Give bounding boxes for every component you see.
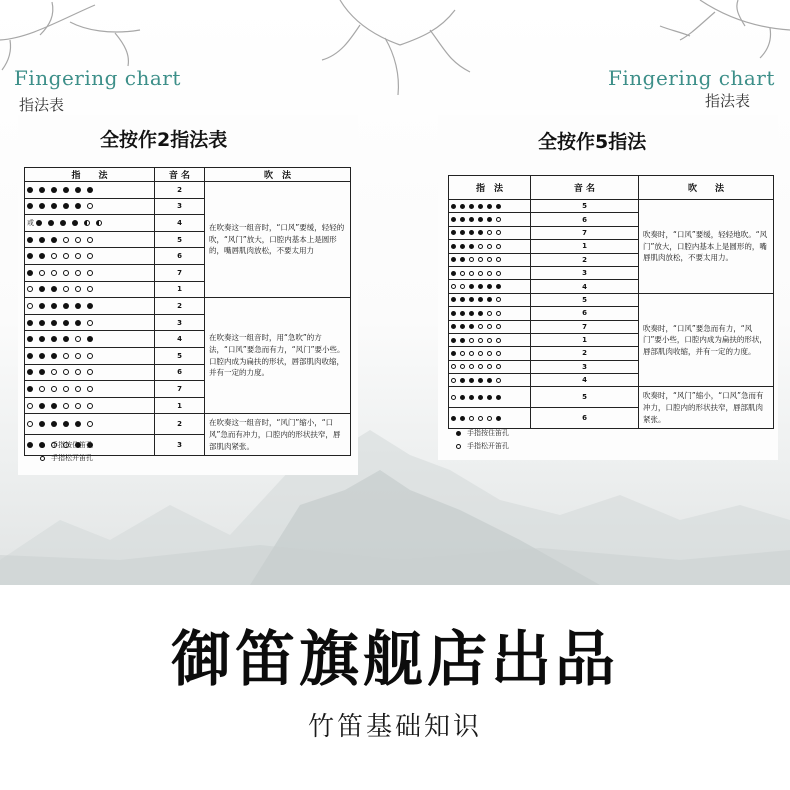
- closed-hole-icon: [478, 230, 483, 235]
- note-cell: 3: [155, 198, 205, 215]
- open-hole-icon: [460, 351, 465, 356]
- closed-hole-icon: [75, 203, 81, 209]
- open-hole-icon: [478, 416, 483, 421]
- closed-hole-icon: [496, 416, 501, 421]
- fingering-cell: [25, 347, 155, 364]
- fingering-cell: [449, 280, 531, 293]
- legend-closed-label: 手指按住笛孔: [467, 429, 509, 437]
- col-header-note: 音 名: [531, 176, 639, 200]
- open-hole-icon: [496, 297, 501, 302]
- note-cell: 5: [155, 231, 205, 248]
- note-cell: 7: [155, 264, 205, 281]
- note-cell: 4: [155, 215, 205, 232]
- note-cell: 5: [155, 347, 205, 364]
- open-hole-icon: [87, 403, 93, 409]
- closed-hole-icon: [478, 311, 483, 316]
- closed-hole-icon: [63, 187, 69, 193]
- closed-hole-icon: [451, 271, 456, 276]
- note-cell: 6: [531, 307, 639, 320]
- open-hole-icon: [87, 369, 93, 375]
- open-hole-icon: [27, 286, 33, 292]
- open-hole-icon: [496, 271, 501, 276]
- fingering-cell: [449, 226, 531, 239]
- fingering-cell: [449, 320, 531, 333]
- open-hole-icon: [456, 444, 461, 449]
- note-cell: 2: [531, 253, 639, 266]
- closed-hole-icon: [460, 217, 465, 222]
- closed-hole-icon: [496, 284, 501, 289]
- legend-closed-label: 手指按住笛孔: [51, 441, 93, 449]
- closed-hole-icon: [460, 395, 465, 400]
- half-hole-icon: [96, 220, 102, 226]
- open-hole-icon: [496, 217, 501, 222]
- right-legend: [456, 427, 509, 453]
- closed-hole-icon: [27, 386, 33, 392]
- closed-hole-icon: [39, 187, 45, 193]
- open-hole-icon: [75, 336, 81, 342]
- open-hole-icon: [87, 353, 93, 359]
- note-cell: 6: [531, 408, 639, 429]
- closed-hole-icon: [72, 220, 78, 226]
- open-hole-icon: [87, 286, 93, 292]
- fingering-cell: [25, 248, 155, 265]
- open-hole-icon: [487, 416, 492, 421]
- open-hole-icon: [51, 386, 57, 392]
- closed-hole-icon: [460, 204, 465, 209]
- fingering-cell: [25, 298, 155, 315]
- note-cell: 6: [155, 248, 205, 265]
- closed-hole-icon: [456, 431, 461, 436]
- closed-hole-icon: [75, 320, 81, 326]
- note-cell: 7: [531, 226, 639, 239]
- left-legend: [40, 439, 93, 465]
- closed-hole-icon: [39, 369, 45, 375]
- fingering-cell: [25, 264, 155, 281]
- note-cell: 4: [155, 331, 205, 348]
- open-hole-icon: [75, 253, 81, 259]
- shop-title: 御笛旗舰店出品: [171, 625, 619, 695]
- blow-description: 在吹奏这一组音时，“风门”缩小，“口风”急而有冲力，口腔内的形状扶窄，唇部肌肉紧张。: [205, 414, 351, 456]
- open-hole-icon: [75, 369, 81, 375]
- open-hole-icon: [478, 271, 483, 276]
- half-hole-icon: [84, 220, 90, 226]
- closed-hole-icon: [51, 403, 57, 409]
- closed-hole-icon: [460, 311, 465, 316]
- fingering-cell: [25, 331, 155, 348]
- open-hole-icon: [63, 353, 69, 359]
- table-row: [449, 293, 774, 306]
- closed-hole-icon: [469, 324, 474, 329]
- note-cell: 1: [155, 397, 205, 414]
- blow-description: 在吹奏这一组音时，用“急吹”的方法，“口风”要急而有力，“风门”要小些。口腔内成为扁扶的形状，唇部肌肉收缩，并有一定的力度。: [205, 298, 351, 414]
- note-cell: 4: [531, 280, 639, 293]
- closed-hole-icon: [451, 217, 456, 222]
- tree-branches-center: [322, 0, 470, 95]
- closed-hole-icon: [469, 378, 474, 383]
- closed-hole-icon: [39, 336, 45, 342]
- closed-hole-icon: [51, 353, 57, 359]
- open-hole-icon: [51, 253, 57, 259]
- closed-hole-icon: [460, 378, 465, 383]
- col-header-note: 音 名: [155, 168, 205, 182]
- closed-hole-icon: [87, 187, 93, 193]
- open-hole-icon: [487, 257, 492, 262]
- open-hole-icon: [63, 253, 69, 259]
- closed-hole-icon: [478, 204, 483, 209]
- legend-open-label: 手指松开笛孔: [467, 442, 509, 450]
- open-hole-icon: [460, 271, 465, 276]
- closed-hole-icon: [51, 286, 57, 292]
- closed-hole-icon: [460, 297, 465, 302]
- table-row: [25, 414, 351, 435]
- note-cell: 2: [155, 414, 205, 435]
- closed-hole-icon: [460, 244, 465, 249]
- closed-hole-icon: [39, 237, 45, 243]
- blow-description: 在吹奏这一组音时，“口风”要缓，轻轻的吹，“风门”放大，口腔内基本上是圆形的，嘴唇肌肉放松，不要太用力: [205, 182, 351, 298]
- note-cell: 4: [531, 374, 639, 387]
- table-row: [25, 182, 351, 199]
- closed-hole-icon: [75, 303, 81, 309]
- closed-hole-icon: [51, 237, 57, 243]
- open-hole-icon: [469, 271, 474, 276]
- closed-hole-icon: [469, 297, 474, 302]
- open-hole-icon: [39, 386, 45, 392]
- closed-hole-icon: [39, 253, 45, 259]
- open-hole-icon: [40, 456, 45, 461]
- closed-hole-icon: [63, 320, 69, 326]
- legend-closed: [40, 439, 93, 452]
- open-hole-icon: [75, 403, 81, 409]
- closed-hole-icon: [478, 284, 483, 289]
- closed-hole-icon: [460, 230, 465, 235]
- closed-hole-icon: [36, 220, 42, 226]
- col-header-fingering: 指 法: [449, 176, 531, 200]
- right-title-en: Fingering chart: [608, 66, 775, 90]
- shop-subtitle: 竹笛基础知识: [307, 712, 482, 742]
- legend-open: [40, 452, 93, 465]
- closed-hole-icon: [63, 421, 69, 427]
- closed-hole-icon: [27, 353, 33, 359]
- closed-hole-icon: [40, 443, 45, 448]
- left-fingering-table: [24, 167, 351, 456]
- open-hole-icon: [496, 338, 501, 343]
- fingering-cell: [25, 182, 155, 199]
- open-hole-icon: [478, 351, 483, 356]
- closed-hole-icon: [460, 324, 465, 329]
- open-hole-icon: [27, 403, 33, 409]
- open-hole-icon: [469, 364, 474, 369]
- closed-hole-icon: [39, 320, 45, 326]
- fingering-cell: [25, 397, 155, 414]
- closed-hole-icon: [487, 378, 492, 383]
- open-hole-icon: [87, 270, 93, 276]
- closed-hole-icon: [469, 217, 474, 222]
- closed-hole-icon: [75, 421, 81, 427]
- open-hole-icon: [487, 271, 492, 276]
- fingering-cell: [25, 364, 155, 381]
- fingering-cell: [25, 381, 155, 398]
- open-hole-icon: [496, 364, 501, 369]
- closed-hole-icon: [451, 230, 456, 235]
- fingering-cell: [449, 266, 531, 279]
- closed-hole-icon: [451, 297, 456, 302]
- closed-hole-icon: [478, 395, 483, 400]
- col-header-blow: 吹 法: [639, 176, 774, 200]
- closed-hole-icon: [27, 270, 33, 276]
- fingering-cell: [449, 347, 531, 360]
- open-hole-icon: [487, 364, 492, 369]
- closed-hole-icon: [51, 187, 57, 193]
- open-hole-icon: [478, 257, 483, 262]
- right-chart-title: 全按作5指法: [538, 131, 647, 153]
- note-cell: 3: [531, 360, 639, 373]
- closed-hole-icon: [51, 203, 57, 209]
- table-row: [25, 298, 351, 315]
- closed-hole-icon: [39, 353, 45, 359]
- closed-hole-icon: [48, 220, 54, 226]
- closed-hole-icon: [487, 284, 492, 289]
- closed-hole-icon: [27, 187, 33, 193]
- closed-hole-icon: [451, 324, 456, 329]
- open-hole-icon: [478, 338, 483, 343]
- open-hole-icon: [487, 244, 492, 249]
- col-header-fingering: 指 法: [25, 168, 155, 182]
- note-cell: 3: [531, 266, 639, 279]
- open-hole-icon: [39, 270, 45, 276]
- table-row: [449, 387, 774, 408]
- closed-hole-icon: [39, 403, 45, 409]
- closed-hole-icon: [51, 421, 57, 427]
- open-hole-icon: [51, 369, 57, 375]
- closed-hole-icon: [478, 297, 483, 302]
- note-cell: 7: [531, 320, 639, 333]
- closed-hole-icon: [451, 244, 456, 249]
- closed-hole-icon: [478, 217, 483, 222]
- closed-hole-icon: [487, 395, 492, 400]
- legend-closed: [456, 427, 509, 440]
- open-hole-icon: [451, 364, 456, 369]
- fingering-cell: [449, 240, 531, 253]
- open-hole-icon: [75, 286, 81, 292]
- closed-hole-icon: [487, 204, 492, 209]
- closed-hole-icon: [51, 303, 57, 309]
- left-title-cn: 指法表: [19, 96, 65, 114]
- fingering-cell: [449, 200, 531, 213]
- left-chart-title: 全按作2指法表: [100, 129, 228, 151]
- closed-hole-icon: [63, 303, 69, 309]
- note-cell: 5: [531, 293, 639, 306]
- note-cell: 2: [155, 298, 205, 315]
- open-hole-icon: [487, 324, 492, 329]
- open-hole-icon: [75, 386, 81, 392]
- note-cell: 1: [531, 333, 639, 346]
- closed-hole-icon: [27, 442, 33, 448]
- note-cell: 3: [155, 435, 205, 456]
- open-hole-icon: [63, 270, 69, 276]
- open-hole-icon: [487, 351, 492, 356]
- open-hole-icon: [496, 230, 501, 235]
- closed-hole-icon: [51, 320, 57, 326]
- fingering-cell: [449, 408, 531, 429]
- closed-hole-icon: [87, 303, 93, 309]
- legend-open-label: 手指松开笛孔: [51, 454, 93, 462]
- closed-hole-icon: [27, 237, 33, 243]
- closed-hole-icon: [451, 311, 456, 316]
- closed-hole-icon: [451, 416, 456, 421]
- note-cell: 1: [155, 281, 205, 298]
- closed-hole-icon: [39, 286, 45, 292]
- open-hole-icon: [63, 403, 69, 409]
- note-cell: 6: [155, 364, 205, 381]
- open-hole-icon: [478, 244, 483, 249]
- closed-hole-icon: [27, 203, 33, 209]
- tree-branches-left: [0, 2, 140, 70]
- open-hole-icon: [496, 244, 501, 249]
- closed-hole-icon: [75, 187, 81, 193]
- closed-hole-icon: [51, 336, 57, 342]
- closed-hole-icon: [451, 351, 456, 356]
- open-hole-icon: [496, 378, 501, 383]
- open-hole-icon: [460, 284, 465, 289]
- open-hole-icon: [87, 253, 93, 259]
- closed-hole-icon: [469, 244, 474, 249]
- closed-hole-icon: [63, 336, 69, 342]
- open-hole-icon: [75, 270, 81, 276]
- note-cell: 5: [531, 200, 639, 213]
- fingering-cell: [449, 213, 531, 226]
- fingering-cell: [25, 314, 155, 331]
- fingering-cell: [449, 333, 531, 346]
- right-chart-sheet: [438, 115, 778, 460]
- open-hole-icon: [87, 320, 93, 326]
- closed-hole-icon: [27, 253, 33, 259]
- closed-hole-icon: [496, 395, 501, 400]
- note-cell: 2: [531, 347, 639, 360]
- closed-hole-icon: [469, 230, 474, 235]
- fingering-cell: [25, 198, 155, 215]
- closed-hole-icon: [496, 204, 501, 209]
- open-hole-icon: [478, 364, 483, 369]
- open-hole-icon: [63, 237, 69, 243]
- open-hole-icon: [460, 364, 465, 369]
- note-cell: 3: [155, 314, 205, 331]
- open-hole-icon: [63, 369, 69, 375]
- closed-hole-icon: [460, 338, 465, 343]
- closed-hole-icon: [39, 203, 45, 209]
- col-header-blow: 吹 法: [205, 168, 351, 182]
- table-row: [449, 200, 774, 213]
- open-hole-icon: [87, 421, 93, 427]
- closed-hole-icon: [27, 369, 33, 375]
- open-hole-icon: [496, 257, 501, 262]
- open-hole-icon: [87, 386, 93, 392]
- open-hole-icon: [469, 351, 474, 356]
- right-fingering-table: [448, 175, 774, 429]
- note-cell: 2: [155, 182, 205, 199]
- closed-hole-icon: [451, 204, 456, 209]
- open-hole-icon: [75, 353, 81, 359]
- closed-hole-icon: [27, 336, 33, 342]
- open-hole-icon: [469, 416, 474, 421]
- closed-hole-icon: [451, 338, 456, 343]
- fingering-cell: [449, 307, 531, 320]
- open-hole-icon: [496, 324, 501, 329]
- left-title-en: Fingering chart: [14, 66, 181, 90]
- closed-hole-icon: [469, 311, 474, 316]
- open-hole-icon: [451, 378, 456, 383]
- closed-hole-icon: [460, 257, 465, 262]
- legend-open: [456, 440, 509, 453]
- closed-hole-icon: [451, 257, 456, 262]
- closed-hole-icon: [60, 220, 66, 226]
- closed-hole-icon: [39, 303, 45, 309]
- row-prefix: 或: [27, 218, 34, 227]
- fingering-cell: [449, 374, 531, 387]
- closed-hole-icon: [478, 378, 483, 383]
- closed-hole-icon: [469, 204, 474, 209]
- blow-description: 吹奏时，“口风”要急而有力，“风门”要小些，口腔内成为扁扶的形状，唇部肌肉收缩，并有一定的力度。: [639, 293, 774, 387]
- open-hole-icon: [487, 230, 492, 235]
- open-hole-icon: [63, 386, 69, 392]
- open-hole-icon: [451, 284, 456, 289]
- fingering-cell: [25, 231, 155, 248]
- tree-branches-right: [660, 0, 790, 58]
- closed-hole-icon: [460, 416, 465, 421]
- fingering-cell: [449, 360, 531, 373]
- closed-hole-icon: [27, 320, 33, 326]
- open-hole-icon: [27, 421, 33, 427]
- note-cell: 1: [531, 240, 639, 253]
- open-hole-icon: [496, 311, 501, 316]
- open-hole-icon: [487, 311, 492, 316]
- fingering-cell: [449, 293, 531, 306]
- open-hole-icon: [27, 303, 33, 309]
- open-hole-icon: [63, 286, 69, 292]
- open-hole-icon: [87, 203, 93, 209]
- fingering-cell: [25, 414, 155, 435]
- closed-hole-icon: [39, 421, 45, 427]
- open-hole-icon: [469, 257, 474, 262]
- open-hole-icon: [75, 237, 81, 243]
- fingering-cell: [449, 253, 531, 266]
- closed-hole-icon: [487, 217, 492, 222]
- open-hole-icon: [469, 338, 474, 343]
- note-cell: 5: [531, 387, 639, 408]
- open-hole-icon: [478, 324, 483, 329]
- closed-hole-icon: [469, 395, 474, 400]
- fingering-cell: [25, 281, 155, 298]
- fingering-cell: [25, 215, 155, 232]
- open-hole-icon: [451, 395, 456, 400]
- note-cell: 7: [155, 381, 205, 398]
- closed-hole-icon: [87, 336, 93, 342]
- closed-hole-icon: [487, 297, 492, 302]
- open-hole-icon: [496, 351, 501, 356]
- left-chart-sheet: [18, 115, 358, 475]
- closed-hole-icon: [63, 203, 69, 209]
- blow-description: 吹奏时，“风门”缩小，“口风”急而有冲力，口腔内的形状扶窄，唇部肌肉紧张。: [639, 387, 774, 429]
- open-hole-icon: [487, 338, 492, 343]
- open-hole-icon: [87, 237, 93, 243]
- closed-hole-icon: [469, 284, 474, 289]
- blow-description: 吹奏时，“口风”要缓，轻轻地吹。“风门”放大，口腔内基本上是圆形的，嘴唇肌肉放松，不要太用力。: [639, 200, 774, 294]
- fingering-cell: [449, 387, 531, 408]
- note-cell: 6: [531, 213, 639, 226]
- right-title-cn: 指法表: [705, 92, 751, 110]
- open-hole-icon: [51, 270, 57, 276]
